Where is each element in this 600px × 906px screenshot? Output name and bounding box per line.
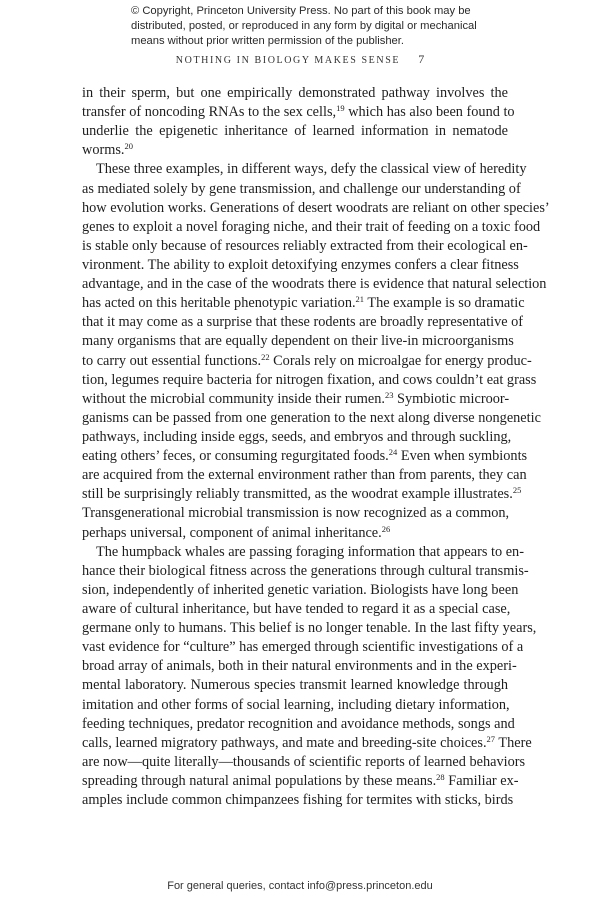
text-line [82,141,508,160]
line-text-continued: Familiar ex- [444,772,519,789]
line-text: that it may come as a surprise that these rodents are broadly representative of [82,314,524,331]
line-text-continued: Corals rely on microalgae for energy produc- [269,352,532,369]
text-line [82,676,508,695]
text-line [82,371,537,390]
line-text: spreading through natural animal populations by these means. [82,772,437,789]
line-text: genes to exploit a novel foraging niche, and their trait of feeding on a toxic food [82,218,541,235]
footnote-reference: 27 [486,733,496,744]
text-line [82,715,515,734]
footnote-reference: 22 [261,351,270,362]
text-line [82,122,508,141]
line-text: how evolution works. Generations of desert woodrats are reliant on other species’ [82,199,550,216]
text-line [82,657,517,676]
text-line [82,524,508,543]
text-line [82,504,508,523]
line-text-continued: The example is so dramatic [364,295,525,312]
text-line [82,332,514,351]
line-text: germane only to humans. This belief is no longer tenable. In the last fifty years, [82,620,537,637]
line-text: Transgenerational microbial transmission is now recognized as a common, [82,505,510,522]
line-text: aware of cultural inheritance, but have tended to regard it as a special case, [82,600,511,617]
paragraph-first-line [82,543,524,562]
footnote-reference: 28 [436,771,445,782]
line-text: many organisms that are equally dependent on their live-in microorganisms [82,333,514,350]
line-text: tion, legumes require bacteria for nitrogen fixation, and cows couldn’t eat grass [82,371,537,388]
text-line [82,428,512,447]
text-line [82,237,528,256]
line-text: hance their biological fitness across the generations through cultural transmis- [82,562,529,579]
copyright-line: © Copyright, Princeton University Press. No part of this book may be [131,5,471,17]
text-line [82,409,541,428]
line-text: broad array of animals, both in their natural environments and in the experi- [82,658,517,675]
footnote-reference: 24 [388,447,398,458]
text-line [82,84,508,103]
line-text: vironment. The ability to exploit detoxifying enzymes confers a clear fitness [82,256,519,273]
text-line [82,485,522,504]
footnote-reference: 25 [512,485,522,496]
line-text-continued: Symbiotic microor- [393,390,510,407]
footnote-reference: 19 [336,103,345,114]
copyright-line: means without prior written permission of the publisher. [131,35,404,47]
text-line [82,180,521,199]
text-line [82,275,547,294]
line-text: pathways, including inside eggs, seeds, and embryos and through suckling, [82,428,512,445]
text-line [82,218,541,237]
line-text-continued: which has also been found to [344,104,515,121]
line-text: to carry out essential functions. [82,352,262,369]
line-text: ganisms can be passed from one generation to the next along diverse nongenetic [82,409,541,426]
line-text: The humpback whales are passing foraging information that appears to en- [96,543,524,560]
paragraph-first-line [82,160,527,179]
text-line [82,619,537,638]
line-text: perhaps universal, component of animal inheritance. [82,524,382,541]
line-text: underlie the epigenetic inheritance of learned information in nematode [82,123,508,140]
line-text: transfer of noncoding RNAs to the sex cells, [82,104,337,121]
line-text: sion, independently of inherited genetic variation. Biologists have long been [82,581,519,598]
text-line [82,294,525,313]
body-text [82,84,550,810]
line-text: vast evidence for “culture” has emerged through scientific investigations of a [82,639,524,656]
line-text-continued: There [495,734,532,751]
line-text-continued: Even when symbionts [397,448,528,465]
line-text: advantage, and in the case of the woodrats there is evidence that natural selection [82,276,547,293]
footnote-reference: 20 [124,141,133,152]
page-number: 7 [418,52,425,66]
running-head [0,52,600,67]
line-text: feeding techniques, predator recognition and avoidance methods, songs and [82,715,515,732]
text-line [82,696,508,715]
footnote-reference: 21 [355,294,365,305]
text-line [82,351,532,371]
footer-contact: For general queries, contact info@press.princeton.edu [167,880,433,892]
line-text: worms. [82,142,125,159]
line-text: These three examples, in different ways, defy the classical view of heredity [96,161,527,178]
text-line [82,256,519,275]
text-line [82,562,529,581]
line-text: without the microbial community inside their rumen. [82,390,385,407]
line-text: has acted on this heritable phenotypic variation. [82,295,356,312]
line-text: in their sperm, but one empirically demonstrated pathway involves the [82,85,508,101]
line-text: as mediated solely by gene transmission, and challenge our understanding of [82,180,521,197]
text-line [82,600,511,619]
footnote-reference: 23 [384,389,394,400]
footnote-reference: 26 [381,523,391,534]
text-line [82,390,508,409]
text-line [82,753,526,772]
line-text: calls, learned migratory pathways, and mate and breeding-site choices. [82,734,487,751]
running-head-title: NOTHING IN BIOLOGY MAKES SENSE [175,55,401,66]
text-line [82,791,514,810]
line-text: imitation and other forms of social learning, including dietary information, [82,696,510,713]
text-line [82,466,527,485]
line-text: eating others’ feces, or consuming regurgitated foods. [82,448,389,465]
line-text: amples include common chimpanzees fishing for termites with sticks, birds [82,792,514,809]
line-text: mental laboratory. Numerous species transmit learned knowledge through [82,677,508,694]
line-text: still be surprisingly reliably transmitted, as the woodrat example illustrates. [82,486,513,503]
text-line [82,313,524,332]
text-line [82,199,550,218]
line-text: is stable only because of resources reliably extracted from their ecological en- [82,237,528,254]
text-line [82,447,528,466]
text-line [82,581,519,600]
text-line [82,771,519,791]
text-line [82,638,524,657]
text-line [82,733,532,753]
copyright-notice [131,4,511,49]
line-text: are acquired from the external environment rather than from parents, they can [82,467,527,484]
line-text: are now—quite literally—thousands of scientific reports of learned behaviors [82,753,526,770]
text-line [82,103,515,122]
copyright-line: distributed, posted, or reproduced in any form by digital or mechanical [131,20,477,32]
